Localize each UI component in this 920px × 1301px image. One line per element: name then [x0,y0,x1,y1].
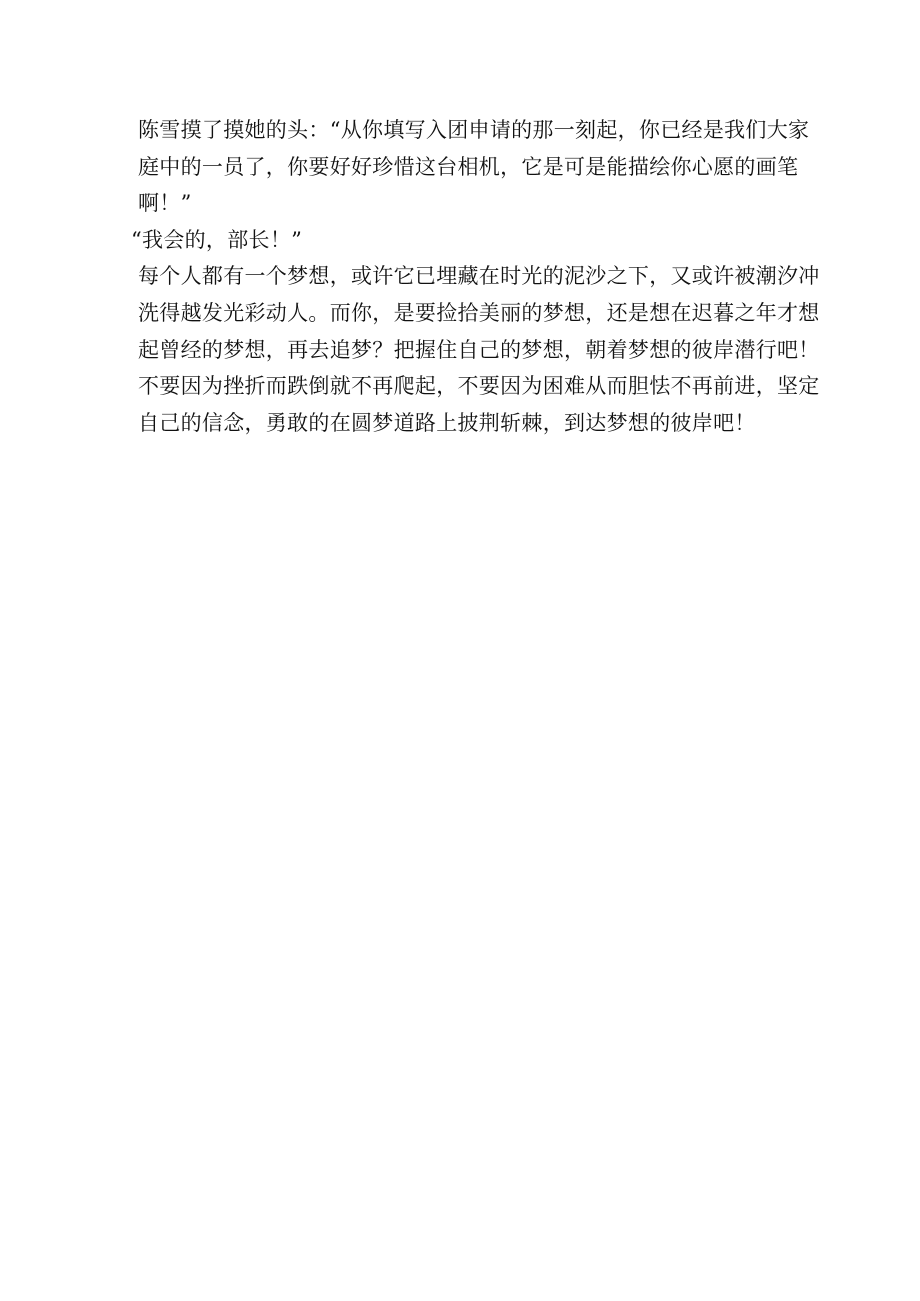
document-body [131,112,820,441]
text-line-6: 洗得越发光彩动人。而你，是要捡拾美丽的梦想，还是想在迟暮之年才想 [138,300,820,325]
text-line-9: 自己的信念，勇敢的在圆梦道路上披荆斩棘，到达梦想的彼岸吧！ [138,410,756,435]
text-line-4: “我会的，部长！” [131,227,303,252]
text-line-1: 陈雪摸了摸她的头：“从你填写入团申请的那一刻起，你已经是我们大家 [138,118,810,142]
text-line-8: 不要因为挫折而跌倒就不再爬起，不要因为困难从而胆怯不再前进，坚定 [138,374,820,399]
text-line-3: 啊！” [138,191,192,216]
text-line-5: 每个人都有一个梦想，或许它已埋藏在时光的泥沙之下，又或许被潮汐冲 [138,264,820,289]
text-line-2: 庭中的一员了，你要好好珍惜这台相机，它是可是能描绘你心愿的画笔 [138,154,799,179]
text-line-7: 起曾经的梦想，再去追梦？把握住自己的梦想，朝着梦想的彼岸潜行吧！ [138,337,820,362]
